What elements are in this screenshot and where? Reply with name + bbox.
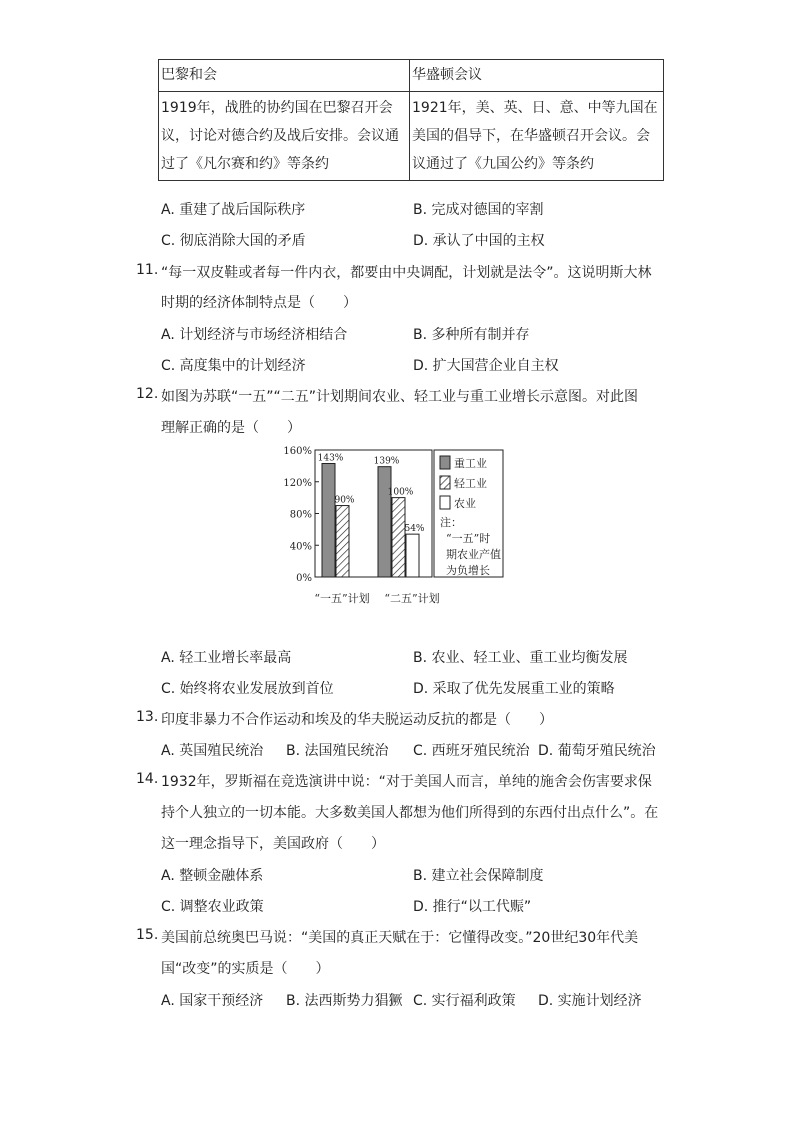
q15-option-d[interactable]: D. 实施计划经济 xyxy=(538,993,642,1009)
bar-农业 xyxy=(406,534,419,577)
table-cell-washington: 1921年，美、英、日、意、中等九国在美国的倡导下，在华盛顿召开会议。会议通过了《九国公约》等条约 xyxy=(410,92,664,181)
y-tick-label: 80% xyxy=(289,509,312,521)
legend-swatch xyxy=(440,456,450,469)
q11-stem-line-2: 时期的经济体制特点是（ ） xyxy=(161,295,357,311)
chart-note-line: “一五”时 xyxy=(446,532,491,545)
bar-轻工业 xyxy=(336,506,349,577)
q12-stem-line-1: 如图为苏联“一五”“二五”计划期间农业、轻工业与重工业增长示意图。对此图 xyxy=(161,389,639,405)
bar-data-label: 100% xyxy=(387,487,414,498)
x-category-label: “一五”计划 xyxy=(314,592,370,605)
q14-option-a[interactable]: A. 整顿金融体系 xyxy=(161,868,264,884)
q12-stem-line-2: 理解正确的是（ ） xyxy=(161,420,301,436)
y-tick-label: 0% xyxy=(296,573,312,584)
q15-number: 15. xyxy=(136,927,159,943)
bar-data-label: 90% xyxy=(334,495,355,506)
table-header-row xyxy=(159,60,664,92)
q14-option-d[interactable]: D. 推行“以工代赈” xyxy=(413,899,532,915)
q15-stem-line-1: 美国前总统奥巴马说：“美国的真正天赋在于：它懂得改变。”20世纪30年代美 xyxy=(161,930,639,946)
y-tick-label: 160% xyxy=(283,446,312,457)
chart-note-line: 期农业产值 xyxy=(446,548,501,561)
bar-轻工业 xyxy=(392,498,405,577)
q14-option-b[interactable]: B. 建立社会保障制度 xyxy=(413,868,544,884)
bar-重工业 xyxy=(378,467,391,577)
q14-number: 14. xyxy=(136,771,159,787)
q11-stem-line-1: “每一双皮鞋或者每一件内衣，都要由中央调配，计划就是法令”。这说明斯大林 xyxy=(161,265,652,281)
q13-number: 13. xyxy=(136,709,159,725)
q11-option-a[interactable]: A. 计划经济与市场经济相结合 xyxy=(161,327,348,343)
q14-option-c[interactable]: C. 调整农业政策 xyxy=(161,899,264,915)
table-cell-paris: 1919年，战胜的协约国在巴黎召开会议，讨论对德合约及战后安排。会议通过了《凡尔赛和约》等条约 xyxy=(159,92,410,181)
q10-option-c[interactable]: C. 彻底消除大国的矛盾 xyxy=(161,233,306,249)
q10-option-a[interactable]: A. 重建了战后国际秩序 xyxy=(161,202,306,218)
q11-option-d[interactable]: D. 扩大国营企业自主权 xyxy=(413,358,559,374)
q15-option-a[interactable]: A. 国家干预经济 xyxy=(161,993,264,1009)
q13-option-a[interactable]: A. 英国殖民统治 xyxy=(161,743,264,759)
q15-option-b[interactable]: B. 法西斯势力猖獗 xyxy=(286,993,403,1009)
legend-label: 农业 xyxy=(454,497,476,510)
q11-option-c[interactable]: C. 高度集中的计划经济 xyxy=(161,358,306,374)
bar-data-label: 54% xyxy=(404,524,425,535)
q13-stem-line-1: 印度非暴力不合作运动和埃及的华夫脱运动反抗的都是（ ） xyxy=(161,712,553,728)
legend-swatch xyxy=(440,496,450,509)
q12-option-b[interactable]: B. 农业、轻工业、重工业均衡发展 xyxy=(413,650,628,666)
q12-number: 12. xyxy=(136,386,159,402)
q12-option-a[interactable]: A. 轻工业增长率最高 xyxy=(161,650,292,666)
y-tick-label: 40% xyxy=(289,541,312,553)
q15-option-c[interactable]: C. 实行福利政策 xyxy=(413,993,516,1009)
q10-option-d[interactable]: D. 承认了中国的主权 xyxy=(413,233,545,249)
q13-option-b[interactable]: B. 法国殖民统治 xyxy=(286,743,389,759)
q15-stem-line-2: 国“改变”的实质是（ ） xyxy=(161,961,330,977)
growth-chart xyxy=(280,440,510,615)
bar-data-label: 139% xyxy=(373,456,400,467)
q12-option-c[interactable]: C. 始终将农业发展放到首位 xyxy=(161,681,334,697)
q11-option-b[interactable]: B. 多种所有制并存 xyxy=(413,327,530,343)
legend-label: 轻工业 xyxy=(454,477,487,490)
q13-option-c[interactable]: C. 西班牙殖民统治 xyxy=(413,743,530,759)
growth-chart-svg xyxy=(280,440,510,615)
comparison-table xyxy=(158,59,664,181)
bar-重工业 xyxy=(322,463,335,577)
q14-stem-line-2: 持个人独立的一切本能。大多数美国人都想为他们所得到的东西付出点什么”。在 xyxy=(161,805,659,821)
legend-swatch xyxy=(440,476,450,489)
bar-data-label: 143% xyxy=(317,453,344,464)
q14-stem-line-3: 这一理念指导下，美国政府（ ） xyxy=(161,836,385,852)
table-row xyxy=(159,92,664,181)
q11-number: 11. xyxy=(136,262,159,278)
chart-note-line: 注： xyxy=(440,516,462,529)
q13-option-d[interactable]: D. 葡萄牙殖民统治 xyxy=(538,743,656,759)
table-header-washington: 华盛顿会议 xyxy=(410,60,664,92)
table-header-paris: 巴黎和会 xyxy=(159,60,410,92)
q10-option-b[interactable]: B. 完成对德国的宰割 xyxy=(413,202,544,218)
x-category-label: “二五”计划 xyxy=(384,592,440,605)
y-tick-label: 120% xyxy=(283,477,312,489)
q12-option-d[interactable]: D. 采取了优先发展重工业的策略 xyxy=(413,681,615,697)
legend-label: 重工业 xyxy=(454,457,487,470)
chart-note-line: 为负增长 xyxy=(446,564,490,577)
q14-stem-line-1: 1932年，罗斯福在竞选演讲中说：“对于美国人而言，单纯的施舍会伤害要求保 xyxy=(161,774,652,790)
